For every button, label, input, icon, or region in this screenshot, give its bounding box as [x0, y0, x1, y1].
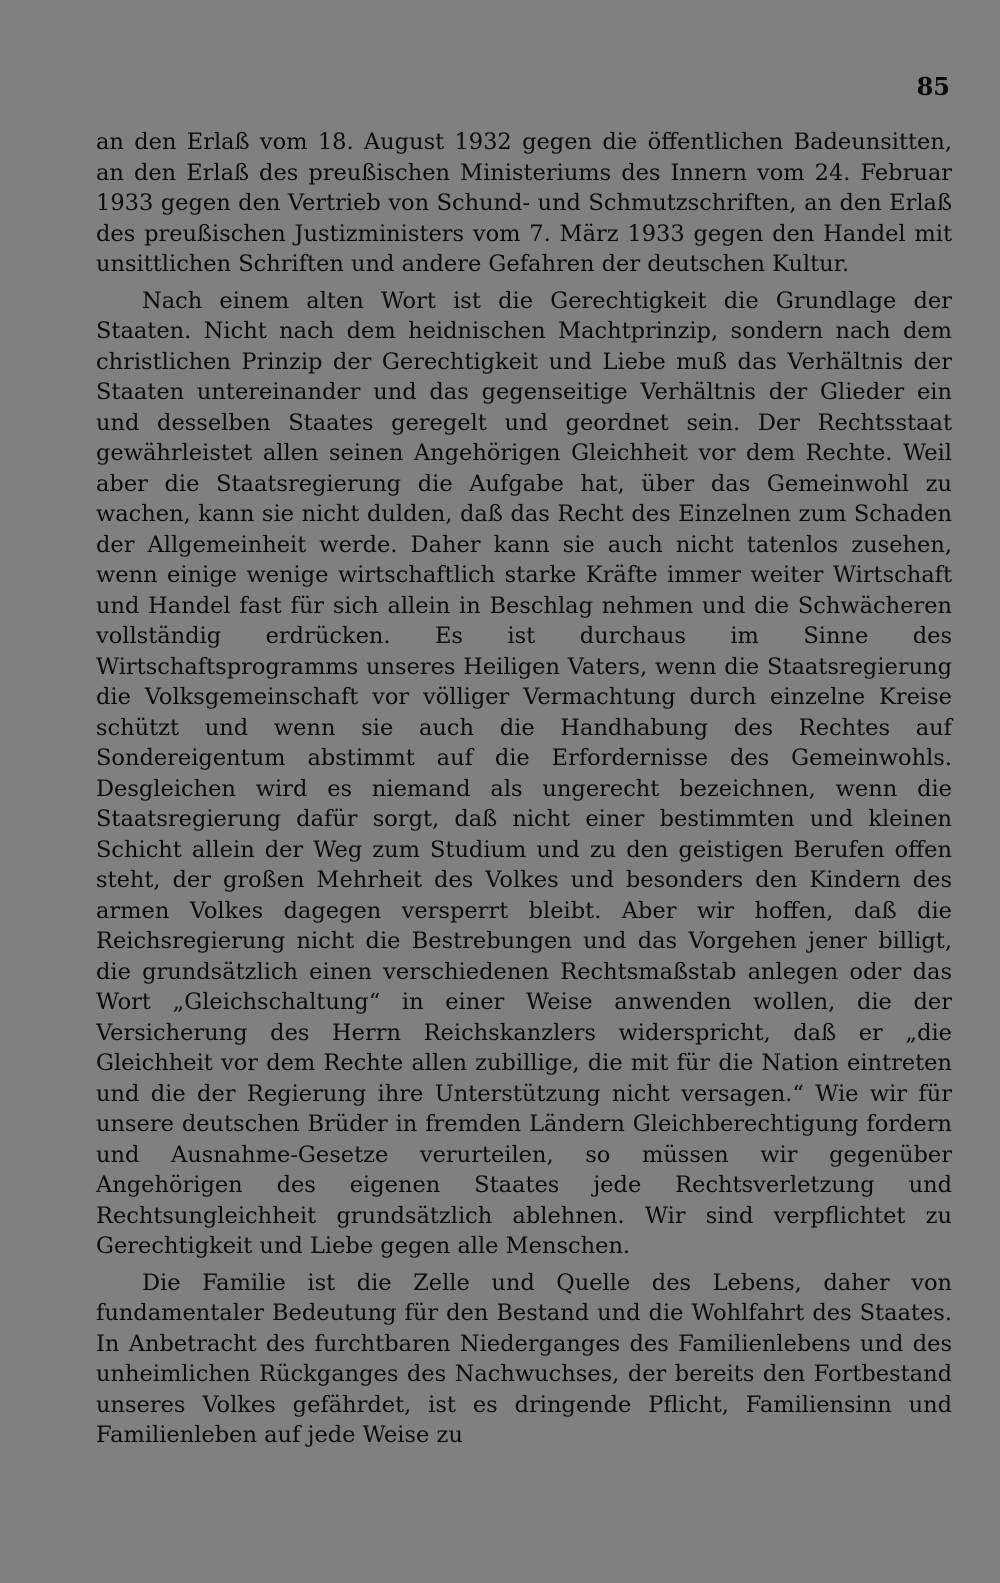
page-number: 85 [916, 72, 950, 101]
body-text [96, 127, 952, 1451]
paragraph-1: an den Erlaß vom 18. August 1932 gegen die öffentlichen Badeunsitten, an den Erlaß des preußischen Ministeriums des Innern vom 24. Februar 1933 gegen den Vertrieb von Schund- und Schmutzschriften, an den Erlaß des preußischen Justizministers vom 7. März 1933 gegen den Handel mit unsittlichen Schriften und andere Gefahren der deutschen Kultur. [96, 129, 952, 277]
paragraph-3: Die Familie ist die Zelle und Quelle des Lebens, daher von fundamentaler Bedeutung für den Bestand und die Wohlfahrt des Staates. In Anbetracht des furchtbaren Niederganges des Familienlebens und des unheimlichen Rückganges des Nachwuchses, der bereits den Fortbestand unseres Volkes gefährdet, ist es dringende Pflicht, Familiensinn und Familienleben auf jede Weise zu [96, 1269, 952, 1448]
paragraph-2: Nach einem alten Wort ist die Gerechtigkeit die Grundlage der Staaten. Nicht nach dem heidnischen Machtprinzip, sondern nach dem christlichen Prinzip der Gerechtigkeit und Liebe muß das Verhältnis der Staaten untereinander und das gegenseitige Verhältnis der Glieder ein und desselben Staates geregelt und geordnet sein. Der Rechtsstaat gewährleistet allen seinen Angehörigen Gleichheit vor dem Rechte. Weil aber die Staatsregierung die Aufgabe hat, über das Gemeinwohl zu wachen, kann sie nicht dulden, daß das Recht des Einzelnen zum Schaden der Allgemeinheit werde. Daher kann sie auch nicht tatenlos zusehen, wenn einige wenige wirtschaftlich starke Kräfte immer weiter Wirtschaft und Handel fast für sich allein in Beschlag nehmen und die Schwächeren vollständig erdrücken. Es ist durchaus im Sinne des Wirtschaftsprogramms unseres Heiligen Vaters, wenn die Staatsregierung die Volksgemeinschaft vor völliger Vermachtung durch einzelne Kreise schützt und wenn sie auch die Handhabung des Rechtes auf Sondereigentum abstimmt auf die Erfordernisse des Gemeinwohls. Desgleichen wird es niemand als ungerecht bezeichnen, wenn die Staatsregierung dafür sorgt, daß nicht einer bestimmten und kleinen Schicht allein der Weg zum Studium und zu den geistigen Berufen offen steht, der großen Mehrheit des Volkes und besonders den Kindern des armen Volkes dagegen versperrt bleibt. Aber wir hoffen, daß die Reichsregierung nicht die Bestrebungen und das Vorgehen jener billigt, die grundsätzlich einen verschiedenen Rechtsmaßstab anlegen oder das Wort „Gleichschaltung“ in einer Weise anwenden wollen, die der Versicherung des Herrn Reichskanzlers widerspricht, daß er „die Gleichheit vor dem Rechte allen zubillige, die mit für die Nation eintreten und die der Regierung ihre Unterstützung nicht versagen.“ Wie wir für unsere deutschen Brüder in fremden Ländern Gleichberechtigung fordern und Ausnahme-Gesetze verurteilen, so müssen wir gegenüber Angehörigen des eigenen Staates jede Rechtsverletzung und Rechtsungleichheit grundsätzlich ablehnen. Wir sind verpflichtet zu Gerechtigkeit und Liebe gegen alle Menschen. [96, 287, 952, 1259]
